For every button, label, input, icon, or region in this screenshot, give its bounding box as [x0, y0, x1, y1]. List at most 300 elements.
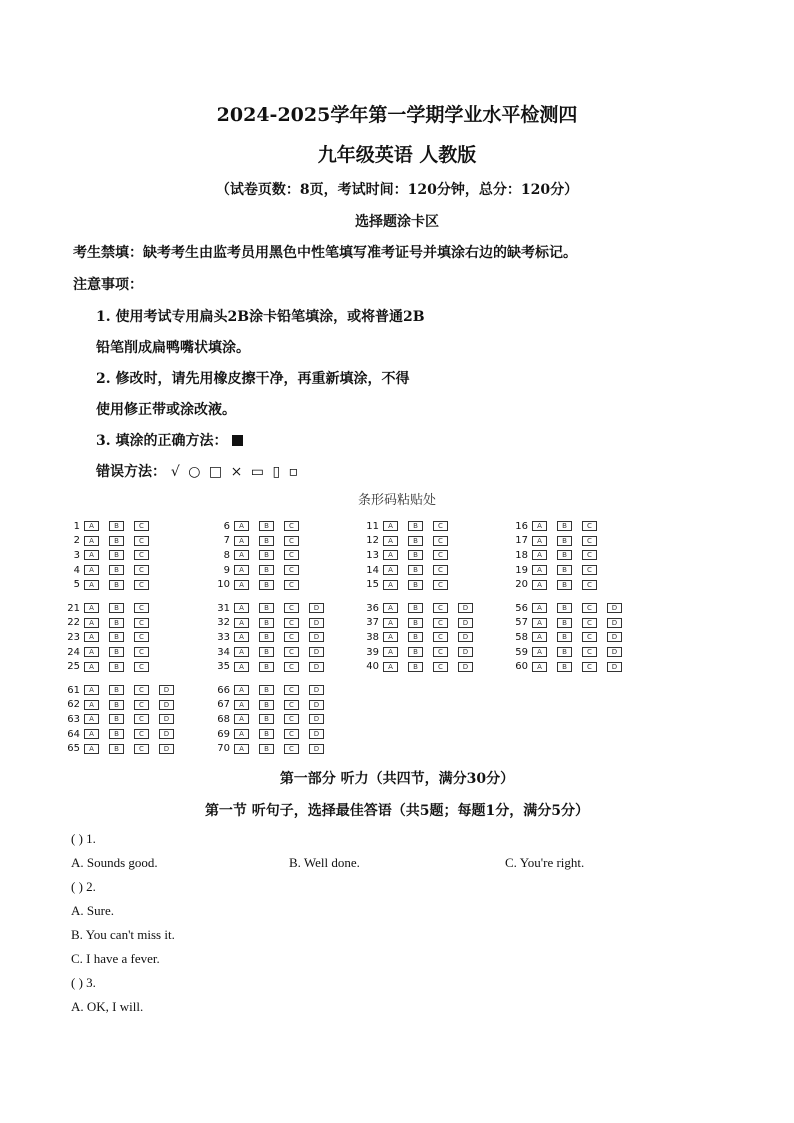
- answer-bubble[interactable]: C: [284, 536, 299, 546]
- answer-bubble[interactable]: D: [458, 647, 473, 657]
- answer-bubble[interactable]: A: [84, 618, 99, 628]
- answer-row: [62, 727, 184, 742]
- question-number: 21: [67, 602, 80, 614]
- answer-row: [62, 683, 184, 698]
- answer-bubble[interactable]: A: [383, 536, 398, 546]
- answer-bubble[interactable]: A: [84, 521, 99, 531]
- question-number: 60: [515, 661, 528, 673]
- question-number: 62: [67, 699, 80, 711]
- question-number: 22: [67, 617, 80, 629]
- answer-bubble[interactable]: A: [234, 632, 249, 642]
- answer-bubble[interactable]: B: [557, 550, 572, 560]
- question-number: 38: [366, 631, 379, 643]
- answer-bubble[interactable]: A: [532, 603, 547, 613]
- answer-bubble[interactable]: A: [532, 647, 547, 657]
- question-number: 65: [67, 743, 80, 755]
- answer-bubble[interactable]: A: [84, 536, 99, 546]
- answer-bubble[interactable]: A: [383, 632, 398, 642]
- answer-block: [62, 683, 184, 756]
- question-number: 17: [515, 535, 528, 547]
- answer-bubble[interactable]: C: [284, 744, 299, 754]
- answer-bubble[interactable]: C: [284, 618, 299, 628]
- answer-bubble[interactable]: B: [408, 536, 423, 546]
- answer-row: [212, 741, 334, 756]
- question-number: 56: [515, 602, 528, 614]
- answer-bubble[interactable]: A: [383, 618, 398, 628]
- answer-bubble[interactable]: B: [109, 685, 124, 695]
- answer-row: [510, 563, 607, 578]
- answer-bubble[interactable]: A: [234, 565, 249, 575]
- answer-bubble[interactable]: C: [582, 565, 597, 575]
- question-number: 23: [67, 631, 80, 643]
- question-number: 64: [67, 728, 80, 740]
- answer-bubble[interactable]: B: [408, 550, 423, 560]
- answer-row: [62, 519, 159, 534]
- answer-bubble[interactable]: A: [383, 603, 398, 613]
- answer-row: [361, 534, 458, 549]
- answer-bubble[interactable]: B: [557, 632, 572, 642]
- answer-bubble[interactable]: B: [408, 662, 423, 672]
- note-3-text: 3. 填涂的正确方法：: [96, 433, 228, 449]
- answer-bubble[interactable]: A: [383, 550, 398, 560]
- answer-bubble[interactable]: A: [234, 714, 249, 724]
- answer-bubble[interactable]: B: [557, 580, 572, 590]
- answer-bubble[interactable]: B: [259, 662, 274, 672]
- answer-bubble[interactable]: A: [84, 647, 99, 657]
- answer-bubble[interactable]: C: [582, 550, 597, 560]
- answer-bubble[interactable]: C: [433, 580, 448, 590]
- answer-bubble[interactable]: A: [84, 632, 99, 642]
- answer-bubble[interactable]: D: [607, 603, 622, 613]
- answer-bubble[interactable]: C: [134, 714, 149, 724]
- answer-bubble[interactable]: B: [259, 550, 274, 560]
- answer-bubble[interactable]: C: [433, 521, 448, 531]
- answer-row: [212, 659, 334, 674]
- answer-bubble[interactable]: D: [159, 744, 174, 754]
- q1-option-b: B. Well done.: [289, 855, 360, 870]
- answer-bubble[interactable]: A: [383, 521, 398, 531]
- question-number: 18: [515, 549, 528, 561]
- answer-block: [212, 683, 334, 756]
- question-number: 15: [366, 579, 379, 591]
- answer-bubble[interactable]: B: [259, 700, 274, 710]
- question-number: 20: [515, 579, 528, 591]
- answer-row: [510, 630, 632, 645]
- answer-bubble[interactable]: D: [458, 632, 473, 642]
- answer-bubble[interactable]: B: [557, 618, 572, 628]
- answer-bubble[interactable]: A: [532, 662, 547, 672]
- answer-bubble[interactable]: C: [582, 632, 597, 642]
- answer-bubble[interactable]: A: [84, 565, 99, 575]
- note-3: [96, 430, 243, 450]
- answer-bubble[interactable]: C: [582, 647, 597, 657]
- answer-bubble[interactable]: A: [84, 700, 99, 710]
- answer-row: [212, 698, 334, 713]
- answer-bubble[interactable]: A: [383, 565, 398, 575]
- answer-row: [62, 659, 159, 674]
- answer-bubble[interactable]: A: [84, 662, 99, 672]
- barcode-area-label: 条形码粘贴处: [357, 493, 436, 508]
- answer-bubble[interactable]: B: [109, 618, 124, 628]
- answer-bubble[interactable]: C: [284, 580, 299, 590]
- answer-bubble[interactable]: B: [408, 618, 423, 628]
- answer-bubble[interactable]: B: [259, 744, 274, 754]
- answer-bubble[interactable]: B: [109, 729, 124, 739]
- answer-bubble[interactable]: C: [134, 685, 149, 695]
- answer-bubble[interactable]: D: [309, 632, 324, 642]
- answer-bubble[interactable]: B: [408, 603, 423, 613]
- note-1b: 铅笔削成扁鸭嘴状填涂。: [96, 340, 250, 356]
- answer-bubble[interactable]: A: [532, 536, 547, 546]
- answer-row: [62, 741, 184, 756]
- answer-bubble[interactable]: C: [134, 521, 149, 531]
- wrong-methods: [96, 461, 300, 481]
- answer-bubble[interactable]: C: [433, 565, 448, 575]
- answer-row: [212, 727, 334, 742]
- answer-bubble[interactable]: D: [309, 685, 324, 695]
- answer-row: [62, 601, 159, 616]
- answer-row: [510, 645, 632, 660]
- answer-bubble[interactable]: A: [532, 632, 547, 642]
- answer-bubble[interactable]: C: [134, 700, 149, 710]
- answer-bubble[interactable]: B: [259, 685, 274, 695]
- answer-bubble[interactable]: B: [408, 580, 423, 590]
- answer-bubble[interactable]: C: [284, 521, 299, 531]
- answer-row: [361, 563, 458, 578]
- question-number: 66: [217, 684, 230, 696]
- answer-bubble[interactable]: C: [582, 580, 597, 590]
- answer-row: [212, 616, 334, 631]
- answer-row: [510, 601, 632, 616]
- answer-bubble[interactable]: C: [433, 536, 448, 546]
- question-number: 59: [515, 646, 528, 658]
- wrong-symbols: √ ○ □ × ▭ ▯ ▫: [170, 464, 301, 480]
- question-number: 8: [223, 549, 230, 561]
- answer-bubble[interactable]: B: [109, 521, 124, 531]
- answer-bubble[interactable]: C: [134, 744, 149, 754]
- answer-bubble[interactable]: A: [234, 685, 249, 695]
- answer-bubble[interactable]: B: [408, 647, 423, 657]
- answer-row: [510, 534, 607, 549]
- answer-bubble[interactable]: A: [84, 685, 99, 695]
- answer-row: [361, 548, 458, 563]
- question-number: 10: [217, 579, 230, 591]
- answer-block: [212, 519, 309, 592]
- answer-bubble[interactable]: A: [84, 580, 99, 590]
- answer-row: [361, 645, 483, 660]
- exam-info: （试卷页数：8页，考试时间：120分钟，总分：120分）: [215, 182, 579, 198]
- answer-bubble[interactable]: B: [259, 618, 274, 628]
- answer-bubble[interactable]: D: [309, 603, 324, 613]
- answer-row: [62, 616, 159, 631]
- answer-bubble[interactable]: B: [557, 603, 572, 613]
- question-number: 39: [366, 646, 379, 658]
- question-number: 70: [217, 743, 230, 755]
- answer-bubble[interactable]: D: [309, 700, 324, 710]
- question-number: 67: [217, 699, 230, 711]
- answer-bubble[interactable]: C: [134, 729, 149, 739]
- answer-bubble[interactable]: B: [109, 647, 124, 657]
- answer-block: [510, 519, 607, 592]
- answer-bubble[interactable]: A: [234, 521, 249, 531]
- answer-bubble[interactable]: A: [234, 618, 249, 628]
- answer-row: [510, 519, 607, 534]
- answer-bubble[interactable]: A: [234, 603, 249, 613]
- question-number: 5: [73, 579, 80, 591]
- answer-bubble[interactable]: A: [383, 647, 398, 657]
- answer-bubble[interactable]: B: [408, 521, 423, 531]
- answer-bubble[interactable]: A: [234, 647, 249, 657]
- answer-bubble[interactable]: B: [557, 565, 572, 575]
- answer-row: [212, 563, 309, 578]
- question-number: 33: [217, 631, 230, 643]
- answer-bubble[interactable]: C: [433, 662, 448, 672]
- answer-row: [361, 519, 458, 534]
- answer-bubble[interactable]: D: [309, 729, 324, 739]
- answer-bubble[interactable]: B: [259, 565, 274, 575]
- answer-bubble[interactable]: A: [234, 550, 249, 560]
- question-number: 4: [73, 564, 80, 576]
- answer-bubble[interactable]: D: [159, 729, 174, 739]
- answer-bubble[interactable]: B: [109, 580, 124, 590]
- answer-bubble[interactable]: B: [109, 632, 124, 642]
- question-number: 58: [515, 631, 528, 643]
- question-number: 6: [223, 520, 230, 532]
- answer-bubble[interactable]: B: [557, 647, 572, 657]
- answer-bubble[interactable]: C: [134, 647, 149, 657]
- answer-bubble[interactable]: C: [284, 714, 299, 724]
- answer-bubble[interactable]: D: [309, 618, 324, 628]
- answer-bubble[interactable]: C: [284, 550, 299, 560]
- answer-bubble[interactable]: C: [284, 662, 299, 672]
- answer-bubble[interactable]: C: [284, 632, 299, 642]
- answer-block: [62, 519, 159, 592]
- answer-bubble[interactable]: B: [259, 536, 274, 546]
- answer-bubble[interactable]: C: [284, 565, 299, 575]
- answer-bubble[interactable]: B: [557, 662, 572, 672]
- answer-bubble[interactable]: A: [234, 662, 249, 672]
- answer-row: [62, 577, 159, 592]
- question-number: 24: [67, 646, 80, 658]
- answer-bubble[interactable]: D: [309, 744, 324, 754]
- answer-bubble[interactable]: A: [532, 550, 547, 560]
- answer-row: [510, 548, 607, 563]
- question-number: 13: [366, 549, 379, 561]
- answer-bubble[interactable]: D: [607, 618, 622, 628]
- answer-row: [361, 577, 458, 592]
- notes-title: 注意事项：: [73, 277, 143, 293]
- answer-row: [62, 645, 159, 660]
- note-2a: 2. 修改时，请先用橡皮擦干净，再重新填涂，不得: [96, 371, 410, 387]
- answer-bubble[interactable]: A: [383, 580, 398, 590]
- answer-bubble[interactable]: C: [284, 603, 299, 613]
- question-number: 31: [217, 602, 230, 614]
- answer-bubble[interactable]: B: [259, 521, 274, 531]
- answer-bubble[interactable]: A: [84, 603, 99, 613]
- answer-zone-label: 选择题涂卡区: [355, 214, 439, 230]
- answer-bubble[interactable]: A: [532, 565, 547, 575]
- answer-bubble[interactable]: C: [134, 603, 149, 613]
- answer-bubble[interactable]: C: [582, 662, 597, 672]
- answer-row: [212, 534, 309, 549]
- answer-bubble[interactable]: D: [607, 662, 622, 672]
- answer-bubble[interactable]: D: [309, 662, 324, 672]
- answer-bubble[interactable]: B: [259, 603, 274, 613]
- answer-bubble[interactable]: A: [234, 580, 249, 590]
- answer-bubble[interactable]: D: [309, 714, 324, 724]
- answer-bubble[interactable]: B: [259, 632, 274, 642]
- answer-row: [62, 534, 159, 549]
- question-1: ( ) 1.: [71, 831, 96, 846]
- answer-bubble[interactable]: C: [433, 632, 448, 642]
- answer-bubble[interactable]: A: [532, 580, 547, 590]
- answer-row: [361, 659, 483, 674]
- answer-block: [62, 601, 159, 674]
- answer-block: [510, 601, 632, 674]
- answer-row: [212, 683, 334, 698]
- answer-row: [212, 577, 309, 592]
- answer-bubble[interactable]: C: [582, 536, 597, 546]
- answer-bubble[interactable]: B: [109, 603, 124, 613]
- answer-bubble[interactable]: C: [134, 580, 149, 590]
- q2-option-a: A. Sure.: [71, 903, 114, 918]
- answer-bubble[interactable]: B: [109, 714, 124, 724]
- question-number: 40: [366, 661, 379, 673]
- answer-bubble[interactable]: C: [134, 662, 149, 672]
- question-number: 7: [223, 535, 230, 547]
- answer-bubble[interactable]: A: [84, 729, 99, 739]
- answer-bubble[interactable]: D: [458, 603, 473, 613]
- answer-bubble[interactable]: C: [284, 685, 299, 695]
- question-number: 9: [223, 564, 230, 576]
- answer-bubble[interactable]: B: [259, 580, 274, 590]
- answer-bubble[interactable]: A: [383, 662, 398, 672]
- answer-bubble[interactable]: B: [109, 565, 124, 575]
- question-number: 57: [515, 617, 528, 629]
- answer-bubble[interactable]: D: [159, 685, 174, 695]
- answer-bubble[interactable]: D: [607, 647, 622, 657]
- answer-row: [62, 563, 159, 578]
- question-number: 25: [67, 661, 80, 673]
- answer-bubble[interactable]: B: [259, 647, 274, 657]
- answer-bubble[interactable]: D: [607, 632, 622, 642]
- question-3: ( ) 3.: [71, 975, 96, 990]
- question-number: 36: [366, 602, 379, 614]
- answer-bubble[interactable]: D: [458, 662, 473, 672]
- answer-bubble[interactable]: B: [109, 550, 124, 560]
- question-number: 12: [366, 535, 379, 547]
- part1-title: 第一部分 听力（共四节，满分30分）: [279, 771, 515, 787]
- answer-row: [212, 601, 334, 616]
- answer-bubble[interactable]: C: [433, 550, 448, 560]
- answer-row: [510, 577, 607, 592]
- answer-row: [510, 616, 632, 631]
- answer-bubble[interactable]: C: [582, 618, 597, 628]
- answer-bubble[interactable]: B: [408, 565, 423, 575]
- answer-bubble[interactable]: D: [159, 714, 174, 724]
- answer-bubble[interactable]: B: [259, 714, 274, 724]
- answer-bubble[interactable]: C: [134, 550, 149, 560]
- question-number: 61: [67, 684, 80, 696]
- answer-bubble[interactable]: D: [159, 700, 174, 710]
- answer-bubble[interactable]: B: [109, 700, 124, 710]
- answer-bubble[interactable]: B: [109, 536, 124, 546]
- question-number: 63: [67, 713, 80, 725]
- answer-bubble[interactable]: A: [532, 521, 547, 531]
- answer-bubble[interactable]: B: [408, 632, 423, 642]
- answer-bubble[interactable]: A: [234, 744, 249, 754]
- q1-option-a: A. Sounds good.: [71, 855, 158, 870]
- answer-bubble[interactable]: B: [109, 662, 124, 672]
- answer-bubble[interactable]: B: [259, 729, 274, 739]
- question-number: 11: [366, 520, 379, 532]
- answer-bubble[interactable]: C: [433, 603, 448, 613]
- question-number: 2: [73, 535, 80, 547]
- answer-bubble[interactable]: C: [134, 618, 149, 628]
- answer-bubble[interactable]: C: [582, 603, 597, 613]
- answer-row: [212, 645, 334, 660]
- question-number: 32: [217, 617, 230, 629]
- answer-block: [361, 519, 458, 592]
- answer-bubble[interactable]: C: [582, 521, 597, 531]
- answer-bubble[interactable]: B: [557, 536, 572, 546]
- wrong-label: 错误方法：: [96, 464, 166, 480]
- answer-bubble[interactable]: C: [134, 536, 149, 546]
- answer-row: [361, 601, 483, 616]
- answer-row: [510, 659, 632, 674]
- answer-bubble[interactable]: B: [557, 521, 572, 531]
- answer-bubble[interactable]: C: [284, 729, 299, 739]
- answer-bubble[interactable]: C: [433, 647, 448, 657]
- answer-row: [212, 548, 309, 563]
- answer-bubble[interactable]: C: [284, 700, 299, 710]
- q2-option-b: B. You can't miss it.: [71, 927, 175, 942]
- answer-bubble[interactable]: A: [84, 714, 99, 724]
- answer-row: [212, 519, 309, 534]
- answer-bubble[interactable]: C: [134, 632, 149, 642]
- answer-row: [361, 630, 483, 645]
- answer-bubble[interactable]: A: [84, 550, 99, 560]
- q2-option-c: C. I have a fever.: [71, 951, 160, 966]
- section1-title: 第一节 听句子，选择最佳答语（共5题；每题1分，满分5分）: [204, 803, 590, 819]
- answer-row: [62, 548, 159, 563]
- answer-bubble[interactable]: A: [234, 700, 249, 710]
- answer-bubble[interactable]: C: [284, 647, 299, 657]
- answer-bubble[interactable]: C: [134, 565, 149, 575]
- answer-bubble[interactable]: D: [458, 618, 473, 628]
- answer-bubble[interactable]: A: [234, 729, 249, 739]
- answer-bubble[interactable]: C: [433, 618, 448, 628]
- question-number: 16: [515, 520, 528, 532]
- question-number: 69: [217, 728, 230, 740]
- question-number: 37: [366, 617, 379, 629]
- answer-bubble[interactable]: D: [309, 647, 324, 657]
- question-number: 1: [73, 520, 80, 532]
- answer-bubble[interactable]: A: [532, 618, 547, 628]
- question-2: ( ) 2.: [71, 879, 96, 894]
- question-number: 34: [217, 646, 230, 658]
- answer-bubble[interactable]: A: [234, 536, 249, 546]
- question-number: 19: [515, 564, 528, 576]
- answer-block: [212, 601, 334, 674]
- answer-bubble[interactable]: B: [109, 744, 124, 754]
- answer-bubble[interactable]: A: [84, 744, 99, 754]
- exam-subtitle: 九年级英语 人教版: [317, 144, 477, 166]
- filled-square-icon: [232, 435, 243, 446]
- note-2b: 使用修正带或涂改液。: [96, 402, 236, 418]
- question-number: 35: [217, 661, 230, 673]
- exam-title: 2024-2025学年第一学期学业水平检测四: [216, 104, 578, 126]
